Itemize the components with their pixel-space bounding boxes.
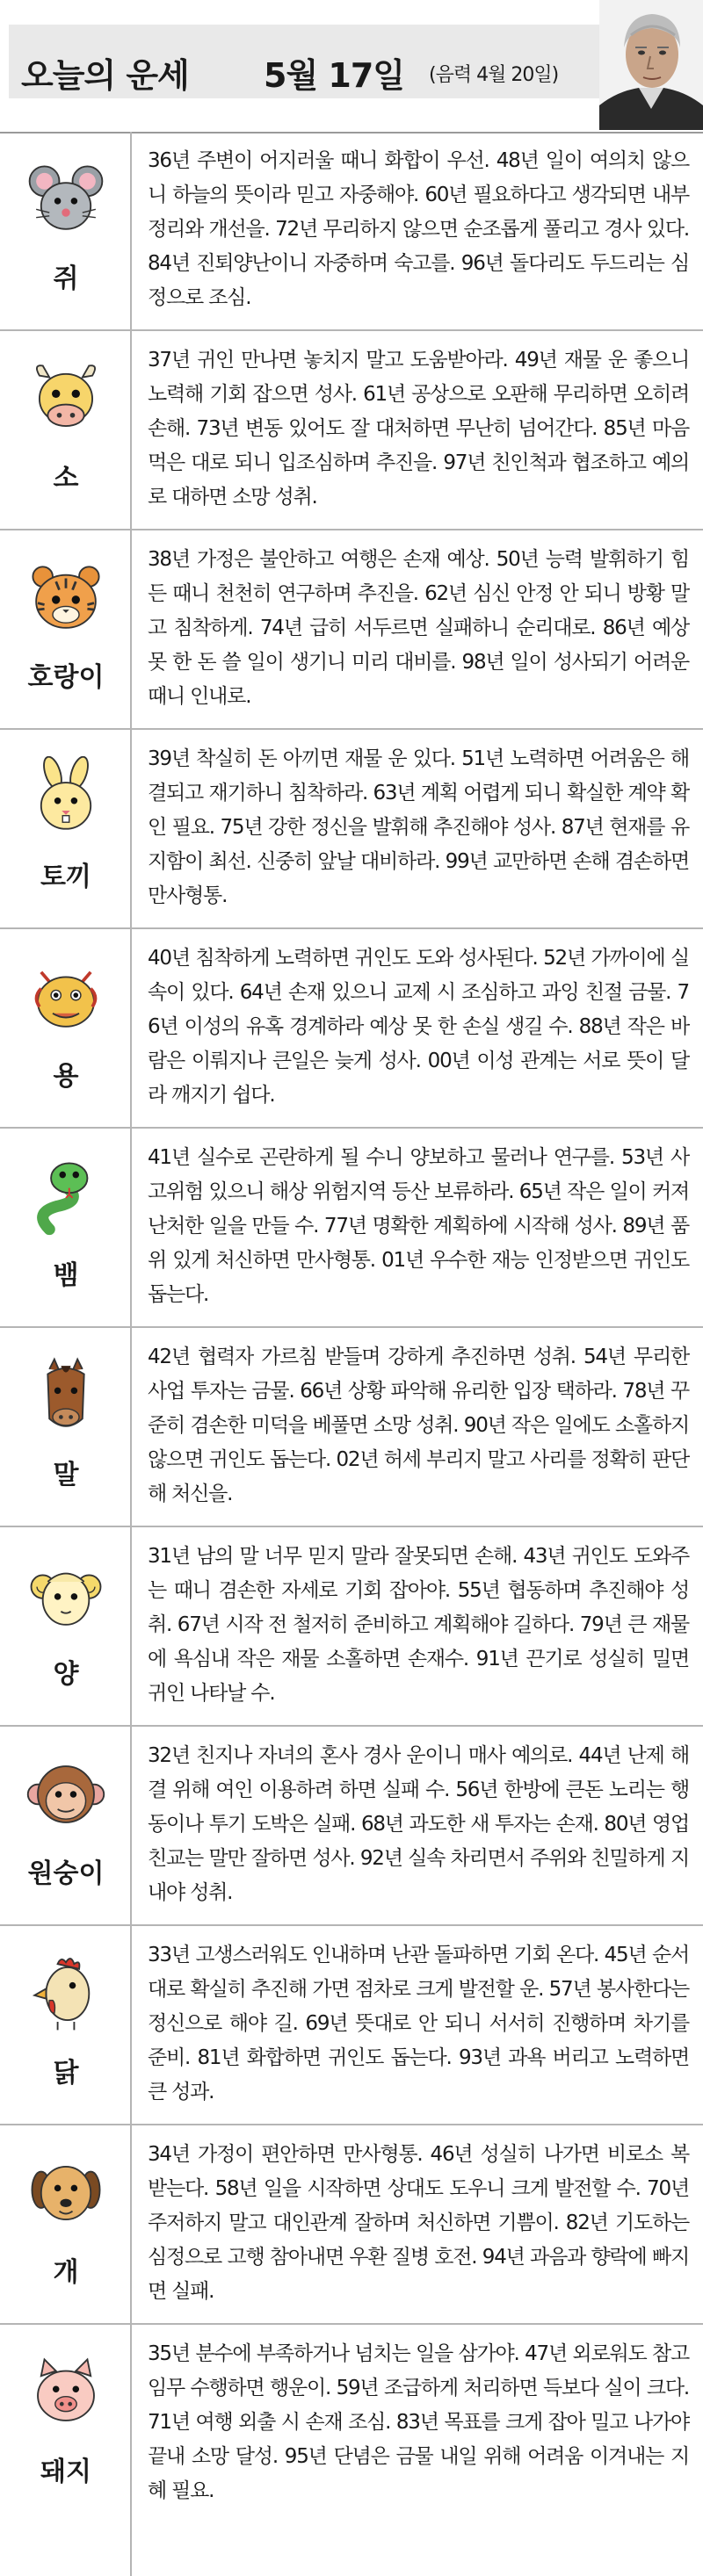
animal-cell [0,1727,132,1924]
cow-icon [25,357,107,440]
fortune-text: 42년 협력자 가르침 받들며 강하게 추진하면 성취. 54년 무리한 사업 투자는 금물. 66년 상황 파악해 유리한 입장 택하라. 78년 꾸준히 겸손한 미덕을 베풀면 소망 성취. 90년 작은 일에도 소홀하지 않으면 귀인도 돕는다. 02년 허세 부리지 말고 사리를 정확히 판단해 처신을. [148,1346,689,1505]
sheep-icon [25,1554,107,1636]
fortune-text: 38년 가정은 불안하고 여행은 손재 예상. 50년 능력 발휘하기 힘든 때니 천천히 연구하며 추진을. 62년 심신 안정 안 되니 방황 말고 침착하게. 74년 급히 서두르면 실패하니 순리대로. 86년 예상 못 한 돈 쓸 일이 생기니 미리 대비를. 98년 일이 성사되기 어려운 때니 인내로. [148,548,689,708]
fortune-row-dragon [0,929,703,1129]
animal-cell [0,1926,132,2124]
fortune-row-tiger [0,530,703,730]
pig-icon [25,2351,107,2434]
fortune-text: 39년 착실히 돈 아끼면 재물 운 있다. 51년 노력하면 어려움은 해결되고 재기하니 침착하라. 63년 계획 어렵게 되니 확실한 계약 확인 필요. 75년 강한 정신을 발휘해 추진해야 성사. 87년 현재를 유지함이 최선. 신중히 앞날 대비하라. 99년 교만하면 손해 겸손하면 만사형통. [148,747,689,907]
page-title: 오늘의 운세 [21,56,189,95]
fortune-row-sheep [0,1527,703,1727]
animal-cell [0,1328,132,1526]
animal-cell [0,730,132,927]
fortune-text: 37년 귀인 만나면 놓치지 말고 도움받아라. 49년 재물 운 좋으니 노력해 기회 잡으면 성사. 61년 공상으로 오판해 무리하면 오히려 손해. 73년 변동 있어도 잘 대처하면 무난히 넘어간다. 85년 마음먹은 대로 되니 입조심하며 추진을. 97년 친인척과 협조하고 예의로 대하면 소망 성취. [148,349,689,509]
fortune-row-mouse [0,132,703,331]
fortune-row-snake [0,1129,703,1328]
snake-icon [25,1155,107,1237]
animal-name: 뱀 [53,1260,79,1291]
animal-name: 원숭이 [27,1858,105,1889]
fortune-row-cow [0,331,703,530]
animal-name: 호랑이 [27,662,105,693]
animal-cell [0,1129,132,1326]
fortune-text: 35년 분수에 부족하거나 넘치는 일을 삼가야. 47년 외로워도 참고 임무 수행하면 행운이. 59년 조급하게 처리하면 득보다 실이 크다. 71년 여행 외출 시 손재 조심. 83년 목표를 크게 잡아 밀고 나가야 끝내 소망 달성. 95년 단념은 금물 내일 위해 어려움 이겨내는 지혜 필요. [148,2342,689,2502]
animal-cell [0,2325,132,2576]
rooster-icon [25,1952,107,2035]
horse-icon [25,1354,107,1437]
fortune-text: 34년 가정이 편안하면 만사형통. 46년 성실히 나가면 비로소 복 받는다. 58년 일을 시작하면 상대도 도우니 크게 발전할 수. 70년 주저하지 말고 대인관계 잘하며 처신하면 기쁨이. 82년 기도하는 심정으로 고행 참아내면 우환 질병 호전. 94년 과음과 향락에 빠지면 실패. [148,2143,689,2303]
fortune-text: 41년 실수로 곤란하게 될 수니 양보하고 물러나 연구를. 53년 사고위험 있으니 해상 위험지역 등산 보류하라. 65년 작은 일이 커져 난처한 일을 만들 수. 77년 명확한 계획하에 시작해 성사. 89년 품위 있게 처신하면 만사형통. 01년 우수한 재능 인정받으면 귀인도 돕는다. [148,1146,689,1306]
dog-icon [25,2152,107,2234]
animal-name: 개 [53,2257,79,2288]
rabbit-icon [25,756,107,839]
animal-cell [0,1527,132,1725]
animal-name: 말 [53,1460,79,1490]
animal-name: 토끼 [40,862,91,892]
author-portrait [599,0,703,130]
animal-name: 양 [53,1659,79,1690]
animal-cell [0,2125,132,2323]
fortune-text: 31년 남의 말 너무 믿지 말라 잘못되면 손해. 43년 귀인도 도와주는 때니 겸손한 자세로 기회 잡아야. 55년 협동하며 추진해야 성취. 67년 시작 전 철저히 준비하고 계획해야 길하다. 79년 큰 재물에 욕심내 작은 재물 소홀하면 손재수. 91년 끈기로 성실히 밀면 귀인 나타날 수. [148,1545,689,1705]
fortune-text: 40년 침착하게 노력하면 귀인도 도와 성사된다. 52년 가까이에 실속이 있다. 64년 손재 있으니 교제 시 조심하고 과잉 친절 금물. 76년 이성의 유혹 경계하라 예상 못 한 손실 생길 수. 88년 작은 바람은 이뤄지나 큰일은 늦게 성사. 00년 이성 관계는 서로 뜻이 달라 깨지기 쉽다. [148,947,689,1107]
animal-name: 소 [53,463,79,494]
animal-name: 용 [53,1061,79,1092]
fortune-text: 32년 친지나 자녀의 혼사 경사 운이니 매사 예의로. 44년 난제 해결 위해 여인 이용하려 하면 실패 수. 56년 한방에 큰돈 노리는 행동이나 투기 도박은 실패. 68년 과도한 새 투자는 손재. 80년 영업 친교는 말만 잘하면 성사. 92년 실속 차리면서 주위와 친밀하게 지내야 성취. [148,1744,689,1904]
fortune-row-pig [0,2325,703,2576]
mouse-icon [25,158,107,241]
animal-cell [0,132,132,329]
fortune-text: 36년 주변이 어지러울 때니 화합이 우선. 48년 일이 여의치 않으니 하늘의 뜻이라 믿고 자중해야. 60년 필요하다고 생각되면 내부 정리와 개선을. 72년 무리하지 않으면 순조롭게 풀리고 경사 있다. 84년 진퇴양난이니 자중하며 숙고를. 96년 돌다리도 두드리는 심정으로 조심. [148,149,689,309]
fortune-text: 33년 고생스러워도 인내하며 난관 돌파하면 기회 온다. 45년 순서대로 확실히 추진해 가면 점차로 크게 발전할 운. 57년 봉사한다는 정신으로 해야 길. 69년 뜻대로 안 되니 서서히 진행하며 차기를 준비. 81년 화합하면 귀인도 돕는다. 93년 과욕 버리고 노력하면 큰 성과. [148,1944,689,2103]
fortune-row-horse [0,1328,703,1527]
animal-cell [0,530,132,728]
animal-name: 닭 [53,2058,79,2089]
fortune-row-monkey [0,1727,703,1926]
fortune-row-rabbit [0,730,703,929]
date-label: 5월 17일 [264,56,404,95]
animal-cell [0,929,132,1127]
animal-name: 쥐 [53,263,79,294]
fortune-row-rooster [0,1926,703,2125]
lunar-date-label: (음력 4월 20일) [429,64,559,86]
animal-name: 돼지 [40,2457,91,2487]
dragon-icon [25,956,107,1038]
fortune-row-dog [0,2125,703,2325]
tiger-icon [25,557,107,639]
animal-cell [0,331,132,529]
monkey-icon [25,1753,107,1836]
header [0,0,703,133]
